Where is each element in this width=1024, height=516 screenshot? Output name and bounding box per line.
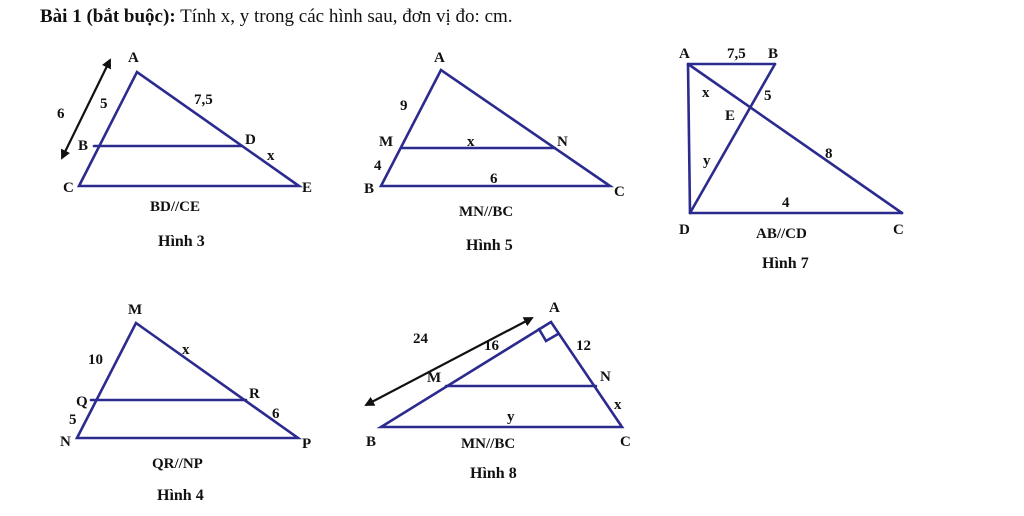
fig3-length-ad: 7,5 bbox=[194, 92, 213, 108]
fig7-label-c: C bbox=[893, 222, 904, 238]
fig5-length-mn: x bbox=[467, 134, 475, 150]
fig7-length-dc: 4 bbox=[782, 195, 790, 211]
fig4-length-rp: 6 bbox=[272, 406, 280, 422]
fig8-label-a: A bbox=[549, 300, 560, 316]
fig7-relation: AB//CD bbox=[756, 226, 807, 242]
fig5-label-b: B bbox=[364, 181, 375, 197]
fig7-caption: Hình 7 bbox=[762, 255, 809, 272]
fig8-length-nc: x bbox=[614, 397, 622, 413]
exercise-title-bold: Bài 1 (bắt buộc): bbox=[40, 6, 176, 27]
fig5-relation: MN//BC bbox=[459, 204, 514, 220]
fig5-label-n: N bbox=[557, 134, 568, 150]
fig3-length-de: x bbox=[267, 148, 275, 164]
fig4-label-q: Q bbox=[76, 394, 88, 410]
fig4-triangle-mnp bbox=[77, 323, 298, 438]
fig8-relation: MN//BC bbox=[461, 436, 516, 452]
fig7-segment-ac bbox=[688, 64, 902, 213]
figure-4 bbox=[60, 302, 311, 504]
fig8-label-c: C bbox=[620, 434, 631, 450]
fig7-length-ae: x bbox=[702, 85, 710, 101]
fig4-length-mr: x bbox=[182, 342, 190, 358]
fig3-length-ac: 6 bbox=[57, 106, 65, 122]
figure-5 bbox=[364, 50, 625, 254]
fig8-measure-arrow-ab bbox=[366, 318, 532, 405]
fig5-label-m: M bbox=[379, 134, 394, 150]
fig8-length-mn: y bbox=[507, 409, 515, 425]
fig3-triangle-ace bbox=[79, 72, 299, 186]
fig7-label-e: E bbox=[725, 108, 736, 124]
fig7-segment-ad bbox=[688, 64, 690, 213]
fig5-length-am: 9 bbox=[400, 98, 408, 114]
fig4-label-r: R bbox=[249, 386, 260, 402]
fig8-length-an: 12 bbox=[576, 338, 591, 354]
fig7-length-ab: 7,5 bbox=[727, 46, 746, 62]
fig5-label-c: C bbox=[614, 184, 625, 200]
fig3-label-c: C bbox=[63, 180, 74, 196]
fig5-caption: Hình 5 bbox=[466, 237, 513, 254]
fig3-label-d: D bbox=[245, 132, 256, 148]
fig4-relation: QR//NP bbox=[152, 456, 203, 472]
fig8-length-ab: 24 bbox=[413, 331, 428, 347]
fig7-length-be: 5 bbox=[764, 88, 772, 104]
fig3-label-b: B bbox=[78, 138, 89, 154]
fig3-length-ab: 5 bbox=[100, 96, 108, 112]
fig8-label-m: M bbox=[427, 370, 442, 386]
fig3-label-a: A bbox=[128, 50, 139, 66]
fig4-label-m: M bbox=[128, 302, 143, 318]
fig7-length-ed: y bbox=[703, 153, 711, 169]
fig5-length-mb: 4 bbox=[374, 158, 382, 174]
fig5-label-a: A bbox=[434, 50, 445, 66]
fig4-label-n: N bbox=[60, 434, 71, 450]
fig7-label-d: D bbox=[679, 222, 690, 238]
fig5-length-bc: 6 bbox=[490, 171, 498, 187]
fig7-label-a: A bbox=[679, 46, 690, 62]
fig5-triangle-abc bbox=[381, 70, 610, 186]
fig8-caption: Hình 8 bbox=[470, 465, 517, 482]
exercise-title-text: Tính x, y trong các hình sau, đơn vị đo: cm. bbox=[175, 6, 513, 27]
fig4-length-qn: 5 bbox=[69, 412, 77, 428]
fig8-right-angle-marker bbox=[539, 329, 558, 341]
figure-3 bbox=[57, 50, 312, 250]
fig4-length-mq: 10 bbox=[88, 352, 103, 368]
fig3-caption: Hình 3 bbox=[158, 233, 205, 250]
fig8-label-n: N bbox=[600, 369, 611, 385]
fig7-label-b: B bbox=[768, 46, 779, 62]
fig4-label-p: P bbox=[302, 436, 312, 452]
fig7-length-ec: 8 bbox=[825, 146, 833, 162]
fig3-label-e: E bbox=[302, 180, 313, 196]
figure-7 bbox=[679, 46, 904, 272]
fig3-relation: BD//CE bbox=[150, 199, 201, 215]
figure-8 bbox=[366, 300, 631, 482]
fig8-length-am: 16 bbox=[484, 338, 499, 354]
fig4-caption: Hình 4 bbox=[157, 487, 204, 504]
fig8-label-b: B bbox=[366, 434, 377, 450]
